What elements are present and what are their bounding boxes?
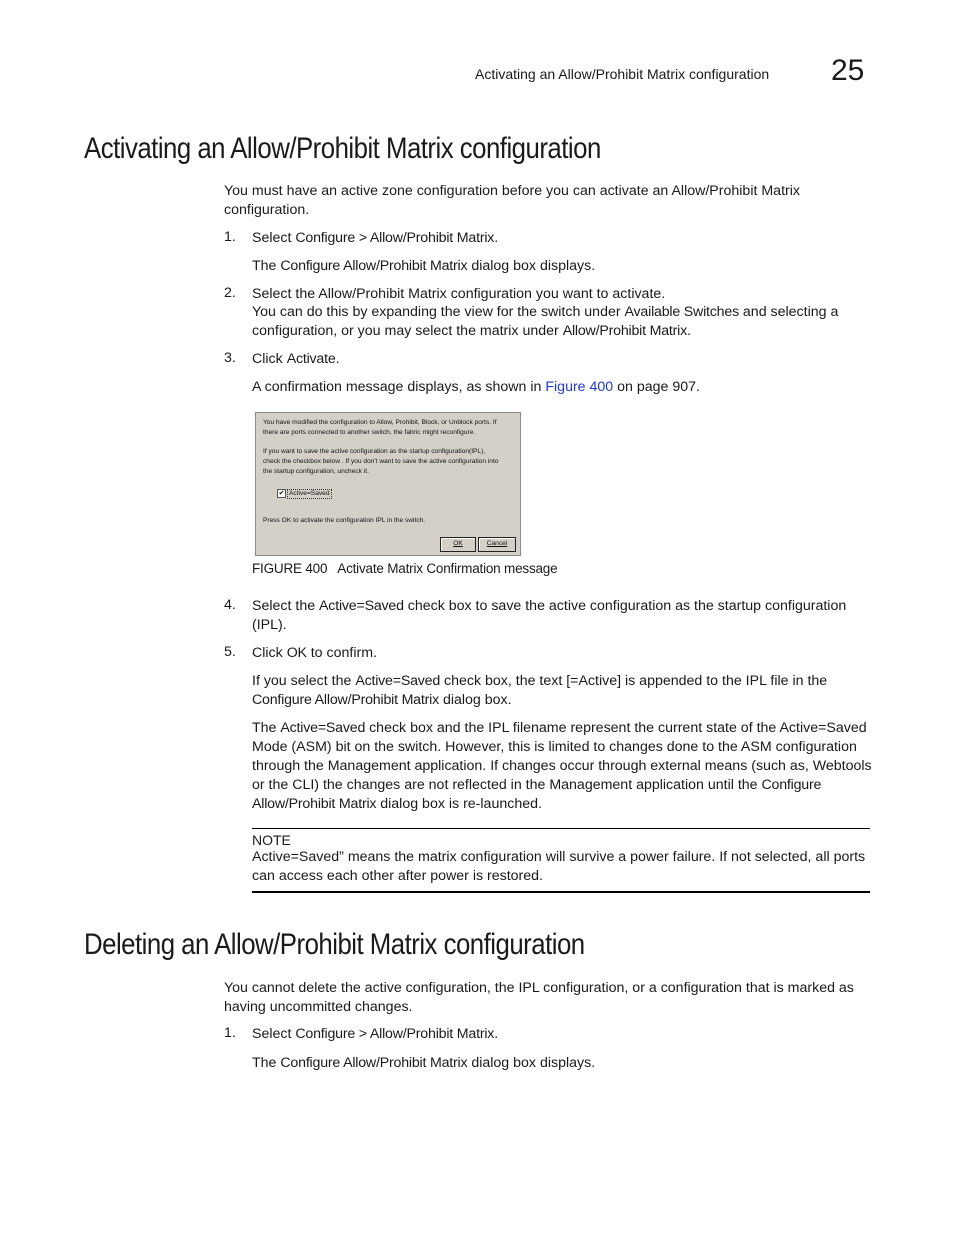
intro-paragraph: You must have an active zone configuration before you can activate an Allow/Prohibit Matrix configuration. xyxy=(224,183,800,218)
chapter-number: 25 xyxy=(831,54,865,87)
body-paragraph: The Active=Saved check box and the IPL filename represent the current state of the Active=Saved Mode (ASM) bit on the switch. However, this is limited to changes done to the ASM configuration through the Management application. If changes occur through external means (such as, Webtools or the CLI) the changes are not reflected in the Management application until the Configure Allow/Prohibit Matrix dialog box is re-launched. xyxy=(252,720,872,812)
ui-label: Active=Saved xyxy=(319,598,404,614)
section-title: Activating an Allow/Prohibit Matrix configuration xyxy=(84,132,601,165)
step-number: 5. xyxy=(224,644,236,660)
step-3-result: A confirmation message displays, as shown in Figure 400 on page 907. xyxy=(252,379,700,395)
step-3-text: Click Activate. xyxy=(252,351,340,367)
section-title: Deleting an Allow/Prohibit Matrix configuration xyxy=(84,928,585,961)
ok-button[interactable]: OK xyxy=(440,537,476,552)
step-number: 4. xyxy=(224,597,236,613)
dialog-name: Configure Allow/Prohibit Matrix xyxy=(280,1055,468,1071)
ui-label: Allow/Prohibit Matrix xyxy=(562,323,688,339)
step-1-result: The Configure Allow/Prohibit Matrix dialog box displays. xyxy=(252,1055,596,1071)
active-saved-checkbox[interactable]: ✔ xyxy=(278,490,285,497)
step-number: 3. xyxy=(224,350,236,366)
step-1-text: Select Configure > Allow/Prohibit Matrix. xyxy=(252,230,499,246)
active-saved-label: Active=Saved xyxy=(289,490,330,497)
step-4-text: Select the Active=Saved check box to save the active configuration as the startup configuration (IPL). xyxy=(252,598,847,633)
running-header: Activating an Allow/Prohibit Matrix configuration xyxy=(475,66,770,82)
dialog-text: there are ports connected to another switch, the fabric might reconfigure. xyxy=(263,429,476,436)
step-1-result: The Configure Allow/Prohibit Matrix dialog box displays. xyxy=(252,258,596,274)
body-paragraph: If you select the Active=Saved check box, the text [=Active] is appended to the IPL file in the Configure Allow/Prohibit Matrix dialog box. xyxy=(252,673,828,708)
step-number: 1. xyxy=(224,1025,236,1041)
figure-link[interactable]: Figure 400 xyxy=(545,379,614,395)
confirmation-dialog-image xyxy=(255,412,521,556)
ui-label: Available Switches xyxy=(624,304,739,320)
ui-label: OK xyxy=(286,645,307,661)
dialog-text: You have modified the configuration to Allow, Prohibit, Block, or Unblock ports. If xyxy=(263,419,497,426)
dialog-text: If you want to save the active configuration as the startup configuration(IPL), xyxy=(263,448,486,455)
note-text: Active=Saved” means the matrix configuration will survive a power failure. If not selected, all ports can access each other after power is restored. xyxy=(252,849,866,884)
menu-path: Configure > Allow/Prohibit Matrix xyxy=(295,230,495,246)
cancel-button[interactable]: Cancel xyxy=(478,537,516,552)
step-5-text: Click OK to confirm. xyxy=(252,645,377,661)
step-1-text: Select Configure > Allow/Prohibit Matrix. xyxy=(252,1026,499,1042)
dialog-name: Configure Allow/Prohibit Matrix xyxy=(280,258,468,274)
step-number: 1. xyxy=(224,229,236,245)
dialog-text: Press OK to activate the configuration IPL in the switch. xyxy=(263,517,426,524)
menu-path: Configure > Allow/Prohibit Matrix xyxy=(295,1026,495,1042)
ui-label: Activate xyxy=(286,351,336,367)
step-2-text: Select the Allow/Prohibit Matrix configuration you want to activate. xyxy=(252,286,666,302)
note-title: NOTE xyxy=(252,832,291,848)
figure-caption: FIGURE 400 Activate Matrix Confirmation message xyxy=(252,561,558,576)
intro-paragraph: You cannot delete the active configuration, the IPL configuration, or a configuration that is marked as having uncommitted changes. xyxy=(224,980,854,1015)
dialog-text: the startup configuration, uncheck it. xyxy=(263,468,369,475)
step-number: 2. xyxy=(224,285,236,301)
dialog-text: check the checkbox below . If you don't want to save the active configuration into xyxy=(263,458,499,465)
step-2-detail: You can do this by expanding the view for the switch under Available Switches and selecting a configuration, or you may select the matrix under Allow/Prohibit Matrix. xyxy=(252,304,839,339)
